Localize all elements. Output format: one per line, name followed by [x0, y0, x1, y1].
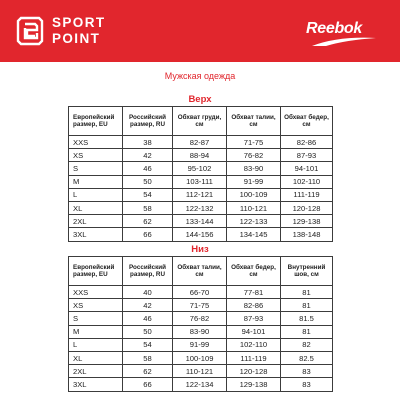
table-row [69, 136, 333, 149]
table-cell: 87-93 [227, 312, 281, 325]
brand-name [52, 15, 106, 47]
table-cell: 66 [123, 378, 173, 391]
table-cell: XL [69, 201, 123, 214]
table-cell: 88-94 [173, 149, 227, 162]
table-cell: L [69, 338, 123, 351]
table-row [69, 175, 333, 188]
section-title-top: Верх [188, 94, 212, 105]
table-cell: L [69, 188, 123, 201]
table-cell: 81.5 [281, 312, 333, 325]
table-cell: 71-75 [227, 136, 281, 149]
column-header: Обхват бедер, см [227, 257, 281, 286]
table-row [69, 286, 333, 299]
section-title-bottom: Низ [191, 244, 209, 255]
table-cell: 91-99 [173, 338, 227, 351]
table-cell: XL [69, 351, 123, 364]
table-cell: XXS [69, 286, 123, 299]
table-cell: 103-111 [173, 175, 227, 188]
table-cell: 83 [281, 378, 333, 391]
table-cell: XS [69, 299, 123, 312]
table-cell: 120-128 [281, 201, 333, 214]
table-row [69, 365, 333, 378]
section-title-mens-clothing: Мужская одежда [164, 71, 236, 81]
table-cell: M [69, 175, 123, 188]
table-cell: 110-121 [173, 365, 227, 378]
table-cell: 133-144 [173, 215, 227, 228]
table-cell: 94-101 [227, 325, 281, 338]
table-cell: S [69, 162, 123, 175]
table-cell: 50 [123, 175, 173, 188]
table-cell: 83-90 [227, 162, 281, 175]
table-cell: 144-156 [173, 228, 227, 241]
table-cell: 42 [123, 299, 173, 312]
table-cell: 81 [281, 286, 333, 299]
column-header: Обхват талии, см [173, 257, 227, 286]
table-cell: 122-132 [173, 201, 227, 214]
table-cell: XXS [69, 136, 123, 149]
table-cell: 82-87 [173, 136, 227, 149]
table-cell: 87-93 [281, 149, 333, 162]
table-cell: 66-70 [173, 286, 227, 299]
table-cell: 81 [281, 299, 333, 312]
table-row [69, 325, 333, 338]
table-cell: 38 [123, 136, 173, 149]
table-cell: 100-109 [227, 188, 281, 201]
reebok-wordmark: Reebok [306, 20, 362, 37]
table-row [69, 162, 333, 175]
table-cell: 122-133 [227, 215, 281, 228]
table-cell: 3XL [69, 228, 123, 241]
table-cell: 129-138 [227, 378, 281, 391]
table-header-row [69, 257, 333, 286]
brand-line-1: SPORT [52, 15, 106, 30]
table-cell: 62 [123, 215, 173, 228]
table-row [69, 149, 333, 162]
table-cell: 129-138 [281, 215, 333, 228]
table-cell: M [69, 325, 123, 338]
reebok-delta-icon [310, 36, 380, 48]
table-cell: 94-101 [281, 162, 333, 175]
table-cell: 102-110 [281, 175, 333, 188]
column-header: Обхват талии, см [227, 107, 281, 136]
brand-line-2: POINT [52, 31, 101, 46]
table-row [69, 312, 333, 325]
table-cell: 81 [281, 325, 333, 338]
bottom-size-table [68, 256, 333, 392]
column-header: Российский размер, RU [123, 257, 173, 286]
top-table-body [69, 136, 333, 242]
table-cell: 134-145 [227, 228, 281, 241]
table-row [69, 338, 333, 351]
table-cell: 122-134 [173, 378, 227, 391]
table-cell: 46 [123, 312, 173, 325]
table-row [69, 215, 333, 228]
table-row [69, 378, 333, 391]
column-header: Обхват бедер, см [281, 107, 333, 136]
table-cell: 100-109 [173, 351, 227, 364]
table-cell: 76-82 [173, 312, 227, 325]
table-cell: 95-102 [173, 162, 227, 175]
table-cell: 102-110 [227, 338, 281, 351]
table-cell: 54 [123, 338, 173, 351]
table-row [69, 228, 333, 241]
table-cell: 66 [123, 228, 173, 241]
table-cell: 71-75 [173, 299, 227, 312]
table-cell: 62 [123, 365, 173, 378]
table-cell: 2XL [69, 215, 123, 228]
table-cell: 91-99 [227, 175, 281, 188]
table-cell: 83-90 [173, 325, 227, 338]
column-header: Российский размер, RU [123, 107, 173, 136]
table-cell: 50 [123, 325, 173, 338]
table-cell: 82-86 [281, 136, 333, 149]
table-cell: XS [69, 149, 123, 162]
table-cell: 112-121 [173, 188, 227, 201]
table-cell: 40 [123, 286, 173, 299]
column-header: Внутренний шов, см [281, 257, 333, 286]
table-cell: 3XL [69, 378, 123, 391]
table-cell: 110-121 [227, 201, 281, 214]
column-header: Европейский размер, EU [69, 107, 123, 136]
column-header: Европейский размер, EU [69, 257, 123, 286]
table-cell: 111-119 [281, 188, 333, 201]
table-row [69, 299, 333, 312]
table-row [69, 201, 333, 214]
table-cell: 58 [123, 351, 173, 364]
table-row [69, 188, 333, 201]
table-cell: 138-148 [281, 228, 333, 241]
table-cell: 120-128 [227, 365, 281, 378]
table-cell: 83 [281, 365, 333, 378]
table-cell: 76-82 [227, 149, 281, 162]
table-cell: S [69, 312, 123, 325]
table-header-row [69, 107, 333, 136]
table-cell: 54 [123, 188, 173, 201]
sport-point-logo-icon [16, 16, 44, 46]
table-cell: 77-81 [227, 286, 281, 299]
reebok-logo [300, 16, 386, 50]
column-header: Обхват груди, см [173, 107, 227, 136]
top-size-table [68, 106, 333, 242]
table-cell: 2XL [69, 365, 123, 378]
table-cell: 58 [123, 201, 173, 214]
table-cell: 42 [123, 149, 173, 162]
table-cell: 82-86 [227, 299, 281, 312]
bottom-table-body [69, 286, 333, 392]
brand-header [0, 0, 400, 62]
table-cell: 82.5 [281, 351, 333, 364]
table-row [69, 351, 333, 364]
table-cell: 82 [281, 338, 333, 351]
table-cell: 46 [123, 162, 173, 175]
table-cell: 111-119 [227, 351, 281, 364]
